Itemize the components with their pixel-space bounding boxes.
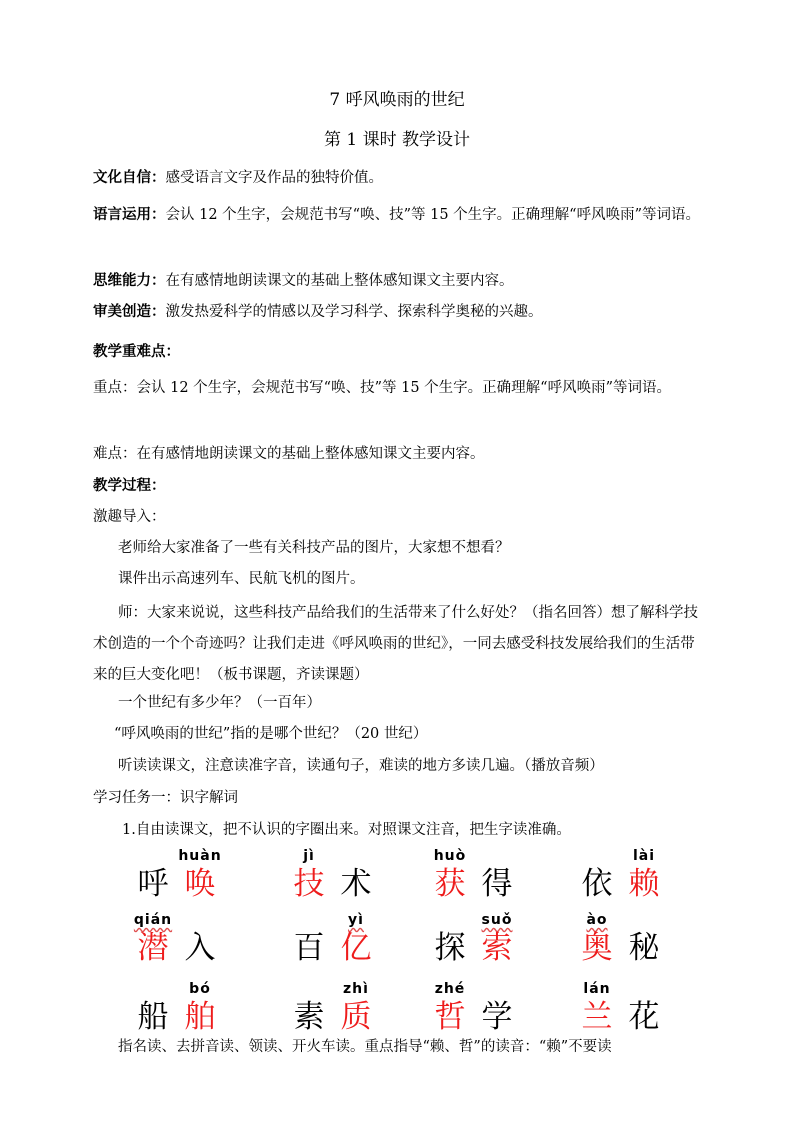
character: 依 <box>581 866 613 902</box>
new-character: 获 <box>434 866 466 902</box>
task-step: 1.自由读课文，把不认识的字圈出来。对照课文注音，把生字读准确。 <box>122 822 571 838</box>
process-heading: 教学过程： <box>93 477 166 494</box>
vocabulary-word <box>130 912 224 992</box>
new-character: 奥 <box>581 930 613 966</box>
pinyin-label: zhé <box>434 981 466 997</box>
pinyin-label: huàn <box>178 848 222 864</box>
key-points-heading: 教学重难点： <box>93 343 180 360</box>
new-character: 舶 <box>184 999 216 1035</box>
new-character: 赖 <box>628 866 660 902</box>
task-heading: 学习任务一：识字解词 <box>93 790 238 806</box>
pinyin-label: lán <box>583 981 611 997</box>
difficult-point: 难点：在有感情地朗读课文的基础上整体感知课文主要内容。 <box>93 446 485 462</box>
pinyin-label: jì <box>303 848 315 864</box>
character: 探 <box>434 930 466 966</box>
objective-label: 文化自信： <box>93 169 166 186</box>
vocabulary-word <box>286 912 380 992</box>
objective-text: 激发热爱科学的情感以及学习科学、探索科学奥秘的兴趣。 <box>165 304 543 320</box>
paragraph: 一个世纪有多少年？（一百年） <box>118 695 321 711</box>
new-character: 潜 <box>137 930 169 966</box>
paragraph: 老师给大家准备了一些有关科技产品的图片，大家想不想看？ <box>118 540 510 556</box>
new-character: 唤 <box>184 866 216 902</box>
character: 素 <box>293 999 325 1035</box>
pinyin-label: bó <box>189 981 211 997</box>
character: 呼 <box>137 866 169 902</box>
intro-heading: 激趣导入： <box>93 509 166 525</box>
paragraph: 听读读课文，注意读准字音，读通句子，难读的地方多读几遍。（播放音频） <box>118 758 604 774</box>
paragraph: “呼风唤雨的世纪”指的是哪个世纪？（20 世纪） <box>114 726 428 742</box>
objective-text: 在有感情地朗读课文的基础上整体感知课文主要内容。 <box>165 273 514 289</box>
paragraph: 师：大家来说说，这些科技产品给我们的生活带来了什么好处？（指名回答）想了解科学技术创造的一个个奇迹吗？让我们走进《呼风唤雨的世纪》，一同去感受科技发展给我们的生活带来的巨大变化吧！（板书课题，齐读课题） <box>93 605 698 683</box>
pinyin-label: lài <box>632 848 656 864</box>
lesson-title: 7 呼风唤雨的世纪 <box>329 90 465 110</box>
pinyin-label: ào <box>586 912 608 928</box>
objective-aesthetic <box>93 302 708 322</box>
vocabulary-word <box>574 912 668 992</box>
objective-label: 语言运用： <box>93 206 166 223</box>
vocabulary-word <box>427 912 521 992</box>
new-character: 兰 <box>581 999 613 1035</box>
pinyin-label: yì <box>348 912 364 928</box>
objective-text: 感受语言文字及作品的独特价值。 <box>165 170 383 186</box>
new-character: 质 <box>340 999 372 1035</box>
character: 百 <box>293 930 325 966</box>
new-character: 技 <box>293 866 325 902</box>
objective-text: 会认 12 个生字，会规范书写“唤、技”等 15 个生字。正确理解“呼风唤雨”等词语。 <box>165 207 700 223</box>
character: 花 <box>628 999 660 1035</box>
pinyin-label: suǒ <box>481 912 513 928</box>
objective-label: 审美创造： <box>93 303 166 320</box>
new-character: 索 <box>481 930 513 966</box>
objective-label: 思维能力： <box>93 272 166 289</box>
new-character: 亿 <box>340 930 372 966</box>
paragraph: 课件出示高速列车、民航飞机的图片。 <box>118 571 365 587</box>
objective-language <box>93 199 708 231</box>
new-character: 哲 <box>434 999 466 1035</box>
pinyin-label: qián <box>133 912 173 928</box>
objective-culture <box>93 168 708 188</box>
character: 得 <box>481 866 513 902</box>
key-point: 重点：会认 12 个生字，会规范书写“唤、技”等 15 个生字。正确理解“呼风唤雨”等词语。 <box>93 380 671 396</box>
lesson-subtitle: 第 1 课时 教学设计 <box>323 130 471 150</box>
character: 船 <box>137 999 169 1035</box>
pinyin-label: zhì <box>343 981 369 997</box>
footer-paragraph: 指名读、去拼音读、领读、开火车读。重点指导“赖、哲”的读音：“赖”不要读 <box>118 1039 612 1055</box>
objective-thinking <box>93 271 708 291</box>
character: 秘 <box>628 930 660 966</box>
character: 术 <box>340 866 372 902</box>
character: 入 <box>184 930 216 966</box>
pinyin-label: huò <box>433 848 467 864</box>
character: 学 <box>481 999 513 1035</box>
